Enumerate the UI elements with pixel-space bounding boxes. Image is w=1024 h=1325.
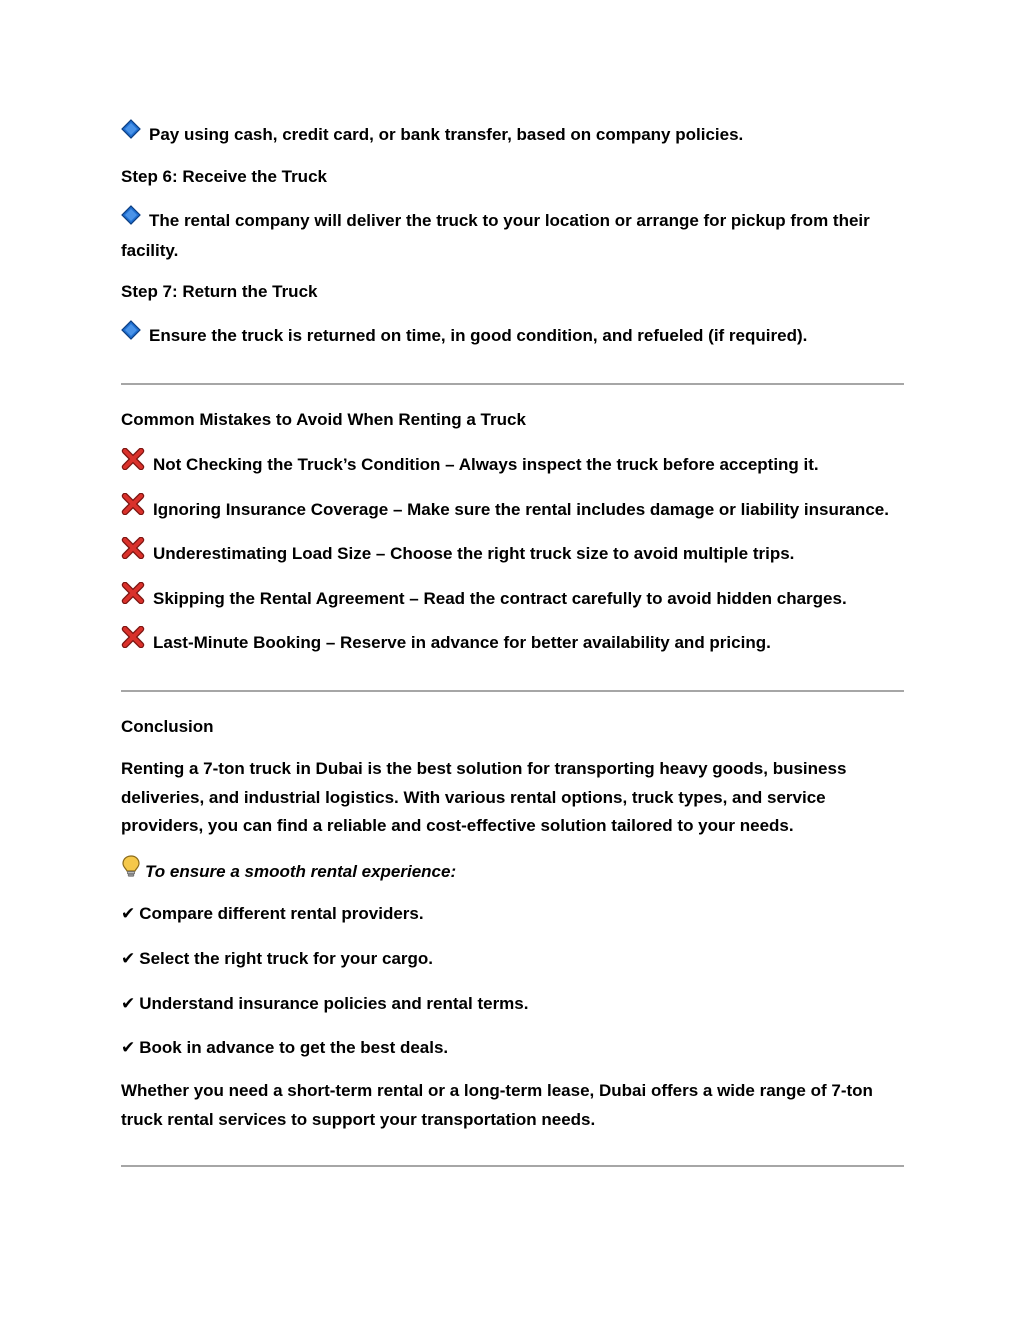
light-bulb-icon — [121, 854, 141, 888]
mistake-item-text: Not Checking the Truck’s Condition – Always inspect the truck before accepting it. — [153, 455, 819, 475]
divider — [121, 383, 904, 385]
closing-paragraph: Whether you need a short-term rental or a long-term lease, Dubai offers a wide range of 7-ton truck rental services to support your transportation needs. — [121, 1081, 873, 1129]
checklist-item-text: Select the right truck for your cargo. — [139, 949, 434, 968]
mistake-item — [121, 450, 904, 482]
check-mark-icon: ✔ — [121, 994, 136, 1014]
mistake-item-text: Skipping the Rental Agreement – Read the contract carefully to avoid hidden charges. — [153, 589, 847, 609]
mistake-item — [121, 628, 904, 660]
checklist-item — [121, 990, 904, 1019]
mistakes-heading: Common Mistakes to Avoid When Renting a Truck — [121, 410, 526, 429]
mistake-item — [121, 495, 904, 527]
red-cross-icon — [121, 537, 145, 569]
bullet-ensure-text: Ensure the truck is returned on time, in good condition, and refueled (if required). — [149, 326, 808, 346]
red-cross-icon — [121, 448, 145, 480]
blue-diamond-icon — [121, 119, 141, 149]
red-cross-icon — [121, 626, 145, 658]
bullet-pay-text: Pay using cash, credit card, or bank transfer, based on company policies. — [149, 125, 744, 145]
tip-line — [121, 856, 904, 890]
checklist-item-text: Compare different rental providers. — [139, 904, 424, 923]
conclusion-heading: Conclusion — [121, 717, 214, 736]
divider — [121, 690, 904, 692]
red-cross-icon — [121, 582, 145, 614]
mistake-item-text: Last-Minute Booking – Reserve in advance for better availability and pricing. — [153, 633, 771, 653]
mistake-item — [121, 539, 904, 571]
bullet-pay — [121, 121, 904, 151]
bullet-deliver-text: The rental company will deliver the truck to your location or arrange for pickup from their facility. — [121, 211, 870, 260]
checklist-item-text: Book in advance to get the best deals. — [139, 1038, 449, 1057]
blue-diamond-icon — [121, 205, 141, 235]
check-mark-icon: ✔ — [121, 1038, 136, 1058]
tip-text: To ensure a smooth rental experience: — [145, 862, 457, 882]
check-mark-icon: ✔ — [121, 904, 136, 924]
conclusion-body: Renting a 7-ton truck in Dubai is the best solution for transporting heavy goods, business deliveries, and industrial logistics. With various rental options, truck types, and service providers, you can find a reliable and cost-effective solution tailored to your needs. — [121, 759, 847, 835]
divider — [121, 1165, 904, 1167]
check-mark-icon: ✔ — [121, 949, 136, 969]
checklist-item-text: Understand insurance policies and rental terms. — [139, 994, 529, 1013]
bullet-deliver — [121, 207, 904, 265]
step-7-heading: Step 7: Return the Truck — [121, 282, 318, 301]
step-6-heading: Step 6: Receive the Truck — [121, 167, 327, 186]
mistake-item — [121, 584, 904, 616]
mistake-item-text: Underestimating Load Size – Choose the right truck size to avoid multiple trips. — [153, 544, 795, 564]
checklist-item — [121, 1034, 904, 1063]
red-cross-icon — [121, 493, 145, 525]
bullet-ensure — [121, 322, 904, 352]
checklist-item — [121, 945, 904, 974]
mistake-item-text: Ignoring Insurance Coverage – Make sure the rental includes damage or liability insurance. — [153, 500, 889, 520]
blue-diamond-icon — [121, 320, 141, 350]
checklist-item — [121, 900, 904, 929]
